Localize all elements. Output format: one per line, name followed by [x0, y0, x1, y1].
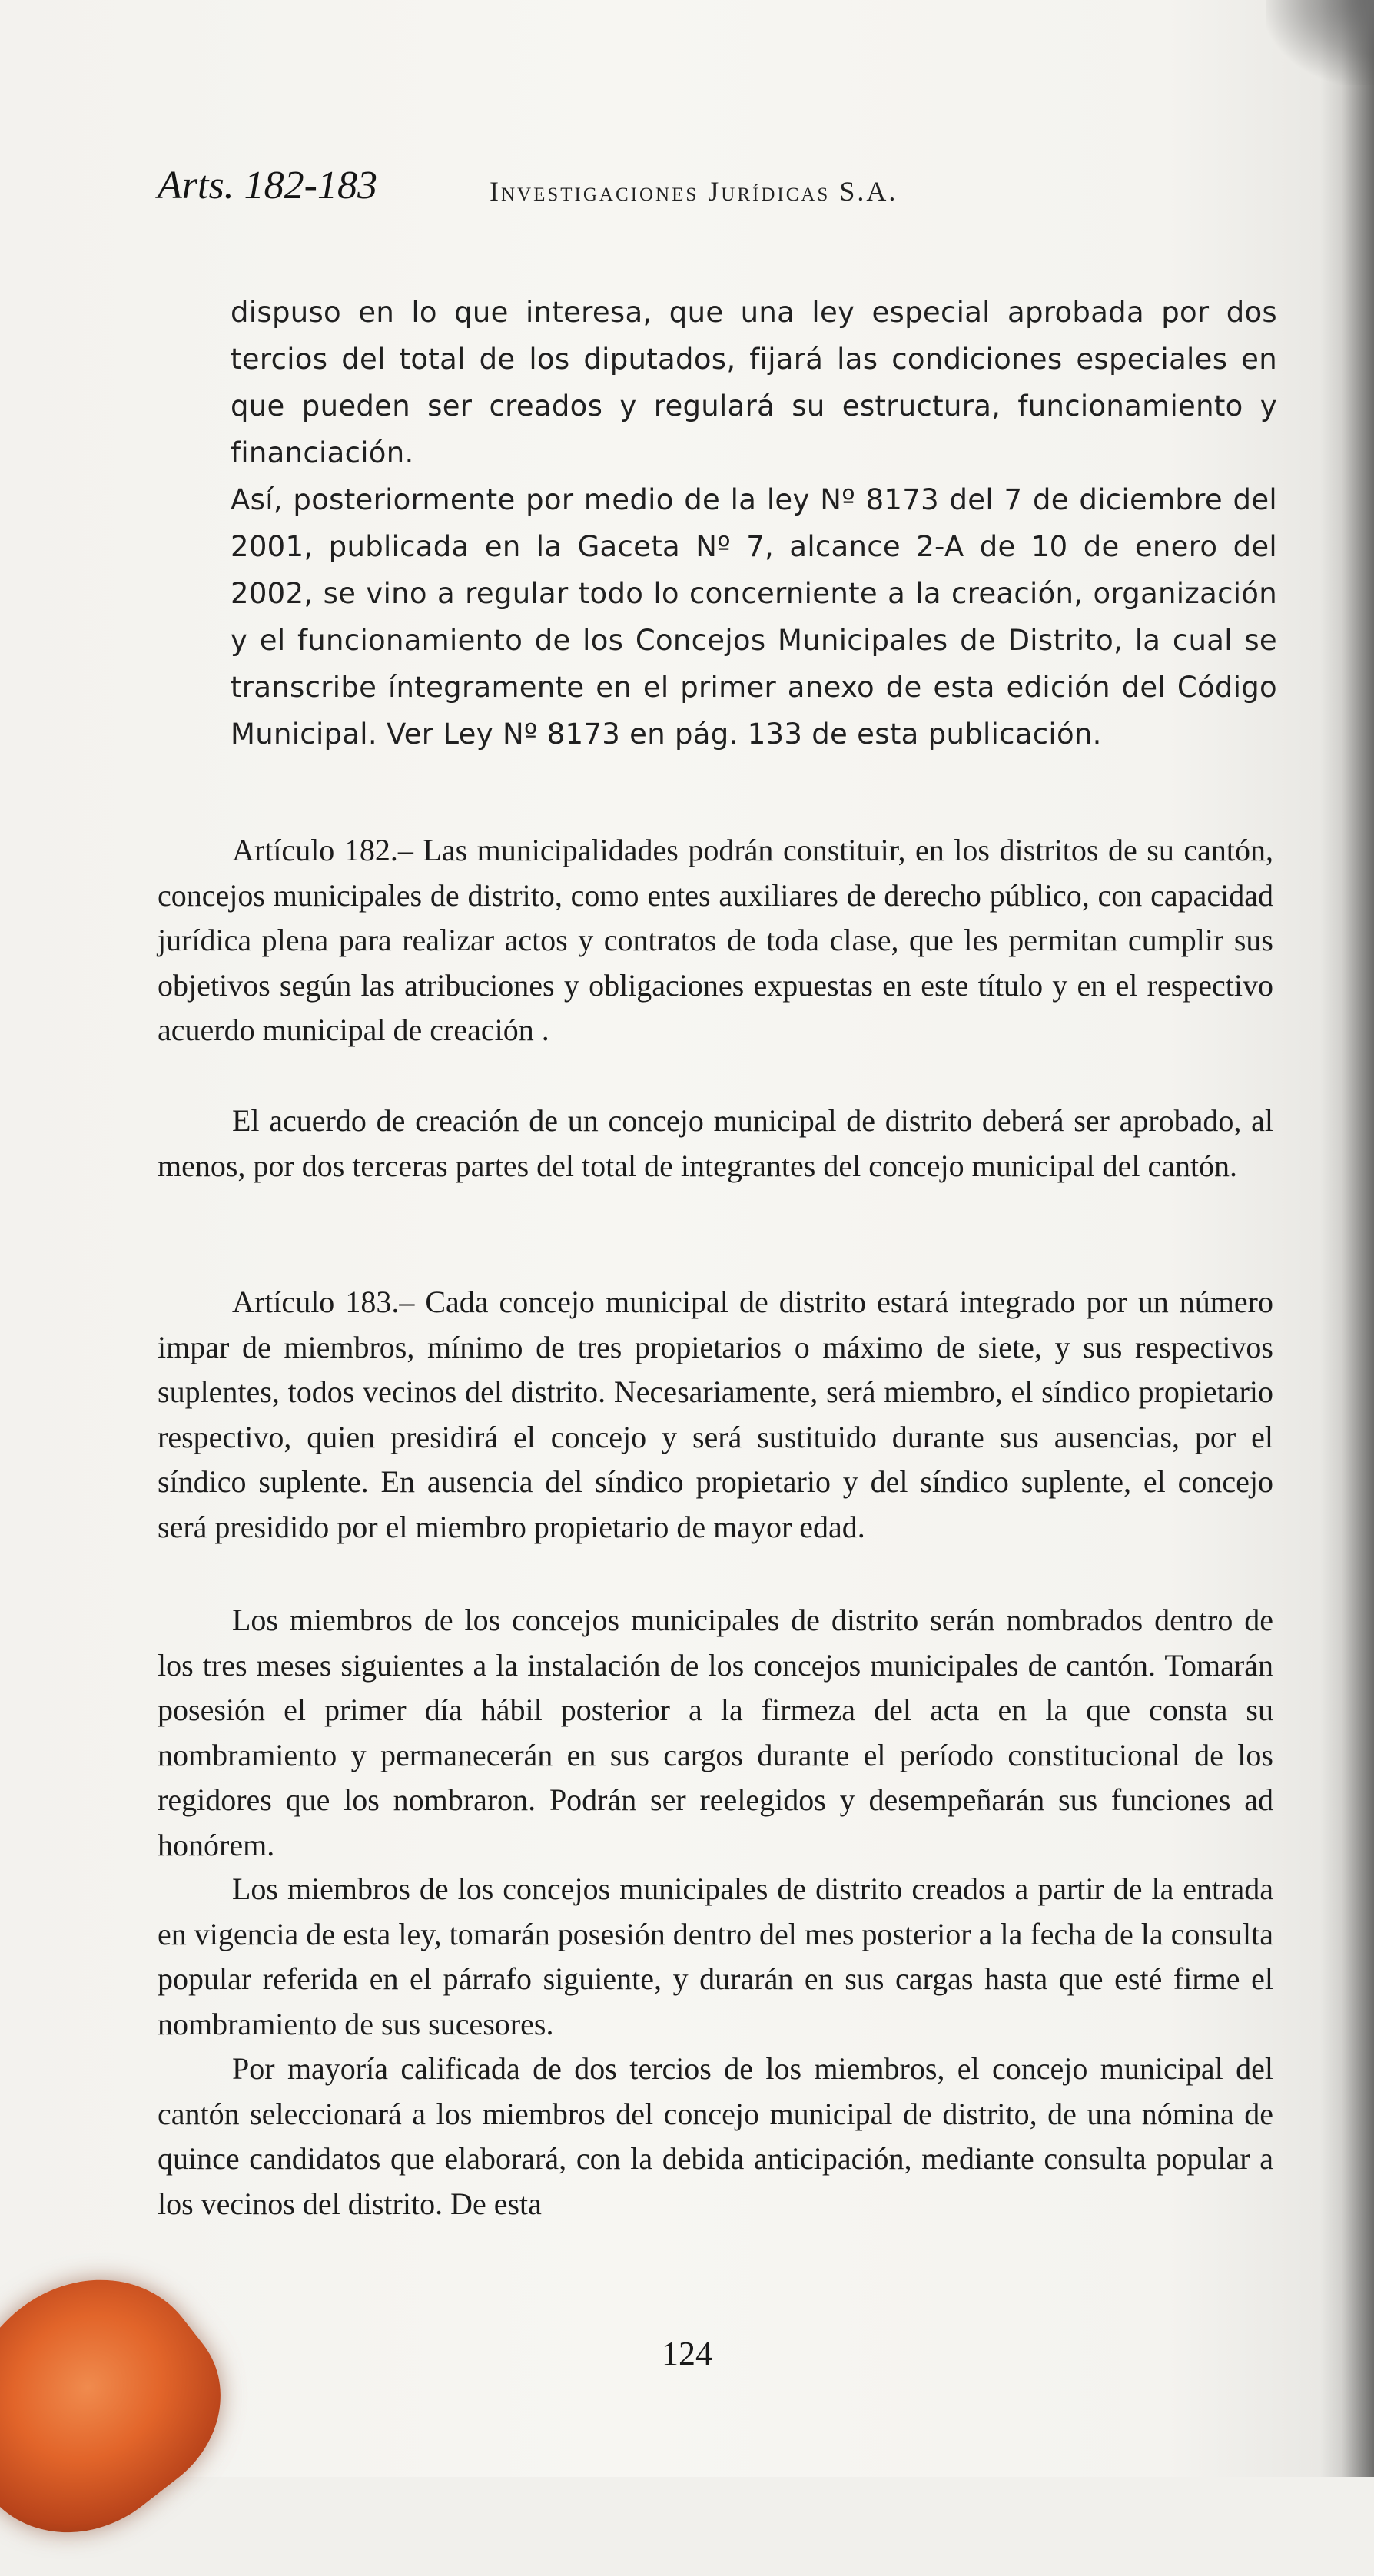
page-corner-shadow: [1266, 0, 1374, 85]
page-edge-shadow: [1320, 0, 1374, 2477]
note-paragraph-2: Así, posteriormente por medio de la ley Nº 8173 del 7 de diciembre del 2001, publicada en la Gaceta Nº 7, alcance 2-A de 10 de enero del 2002, se vino a regular todo lo concerniente a la creación, organización y el funcionamiento de los Concejos Municipales de Distrito, la cual se transcribe íntegramente en el primer anexo de esta edición del Código Municipal. Ver Ley Nº 8173 en pág. 133 de esta publicación.: [231, 483, 1277, 751]
page-number: 124: [662, 2335, 712, 2372]
article-183-paragraph-4: Por mayoría calificada de dos tercios de los miembros, el concejo municipal del cantón seleccionará a los miembros del concejo municipal de distrito, de una nómina de quince candidatos que elaborará, con la debida anticipación, mediante consulta popular a los vecinos del distrito. De esta: [158, 2051, 1273, 2221]
article-183-paragraph-1: Artículo 183.– Cada concejo municipal de distrito estará integrado por un número impar de miembros, mínimo de tres propietarios o máximo de siete, y sus respectivos suplentes, todos vecinos del distrito. Necesariamente, será miembro, el síndico propietario respectivo, quien presidirá el concejo y será sustituido durante sus ausencias, por el síndico suplente. En ausencia del síndico propietario y del síndico suplente, el concejo será presidido por el miembro propietario de mayor edad.: [158, 1285, 1273, 1544]
thumb-in-photo: [0, 2233, 258, 2576]
note-paragraph-1: dispuso en lo que interesa, que una ley especial aprobada por dos tercios del total de los diputados, fijará las condiciones especiales en que pueden ser creados y regulará su estructura, funcionamiento y financiación.: [231, 296, 1277, 469]
article-183-paragraph-2: Los miembros de los concejos municipales de distrito serán nombrados dentro de los tres meses siguientes a la instalación de los concejos municipales de cantón. Tomarán posesión el primer día hábil posterior a la firmeza del acta en la que consta su nombramiento y permanecerán en sus cargos durante el período constitucional de los regidores que los nombraron. Podrán ser reelegidos y desempeñarán sus funciones ad honórem.: [158, 1603, 1273, 1862]
article-182-paragraph-1: Artículo 182.– Las municipalidades podrán constituir, en los distritos de su cantón, concejos municipales de distrito, como entes auxiliares de derecho público, con capacidad jurídica plena para realizar actos y contratos de toda clase, que les permitan cumplir sus objetivos según las atribuciones y obligaciones expuestas en este título y en el respectivo acuerdo municipal de creación .: [158, 833, 1273, 1047]
article-182-paragraph-2: El acuerdo de creación de un concejo municipal de distrito deberá ser aprobado, al menos, por dos terceras partes del total de integrantes del concejo municipal del cantón.: [158, 1103, 1273, 1183]
article-183-paragraph-3: Los miembros de los concejos municipales de distrito creados a partir de la entrada en vigencia de esta ley, tomarán posesión dentro del mes posterior a la fecha de la consulta popular referida en el párrafo siguiente, y durarán en sus cargas hasta que esté firme el nombramiento de sus sucesores.: [158, 1871, 1273, 2041]
header-publisher: Investigaciones Jurídicas S.A.: [490, 176, 898, 207]
running-header: [158, 163, 1233, 217]
header-articles: Arts. 182-183: [158, 164, 377, 207]
